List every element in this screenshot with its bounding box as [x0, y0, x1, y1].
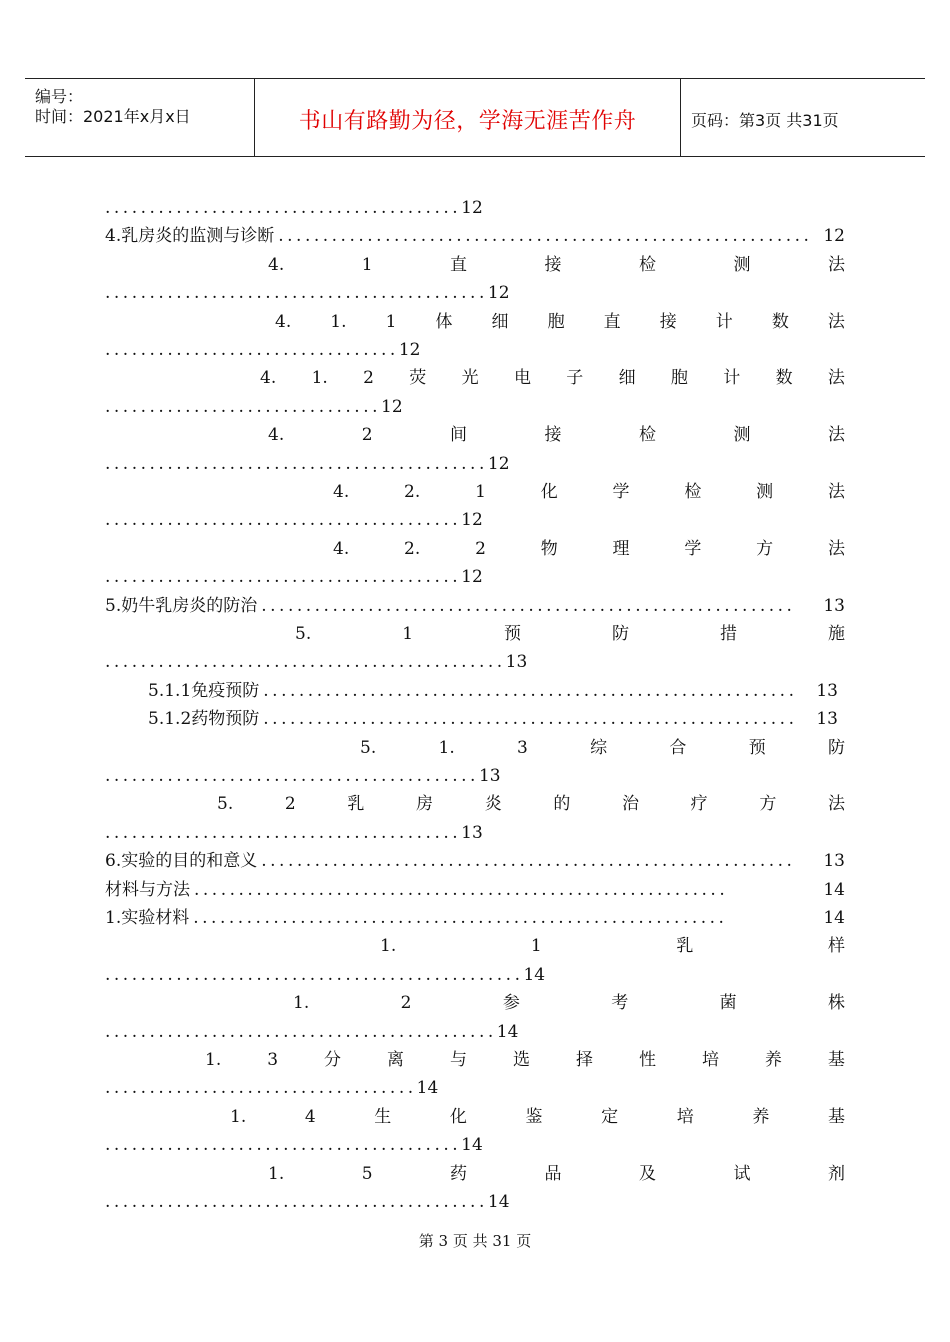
toc-entry-fragment: 培: [701, 1050, 719, 1070]
toc-page-number: 13: [816, 709, 838, 730]
toc-dot-leader: ............................................................: [278, 226, 813, 247]
toc-entry-fragment: 计: [715, 311, 733, 332]
toc-page-number: 13: [823, 595, 845, 616]
toc-dot-leader: ............................................................: [194, 879, 729, 900]
toc-dot-leader: ........................................: [105, 1135, 462, 1156]
toc-entry-fragment: 化: [449, 1106, 467, 1127]
toc-entry-fragment: 3: [267, 1050, 279, 1070]
toc-entry-fragment: 直: [603, 311, 621, 332]
toc-page-number: 13: [816, 680, 838, 701]
toc-entry-fragment: 4.: [268, 425, 285, 446]
toc-line: [295, 621, 845, 647]
toc-entry-fragment: 接: [659, 311, 677, 332]
toc-entry-fragment: 物: [540, 538, 558, 559]
toc-page-number: 14: [416, 1078, 439, 1099]
toc-entry-fragment: 分: [324, 1050, 342, 1070]
toc-entry-title: 5.1.2药物预防: [148, 709, 260, 730]
toc-entry-fragment: 5.: [360, 737, 377, 758]
toc-entry-fragment: 测: [733, 425, 751, 446]
toc-entry-fragment: 1: [475, 482, 486, 502]
toc-dot-leader: ...........................................: [105, 283, 488, 304]
toc-line: [105, 507, 845, 533]
toc-page-number: 12: [487, 453, 510, 474]
toc-entry-fragment: 剂: [827, 1163, 845, 1184]
toc-entry-fragment: 1.: [205, 1050, 222, 1070]
toc-line: [260, 365, 845, 391]
toc-line: [105, 1132, 845, 1158]
toc-entry-fragment: 株: [827, 993, 845, 1014]
toc-line: [105, 905, 845, 931]
toc-line: [268, 422, 845, 448]
page-label: 页码：第3页 共31页: [691, 111, 839, 130]
toc-entry-fragment: 择: [575, 1050, 593, 1070]
toc-entry-title: 5.奶牛乳房炎的防治: [105, 595, 258, 616]
motto: 书山有路勤为径，学海无涯苦作舟: [298, 109, 637, 134]
toc-entry-fragment: 基: [827, 1050, 845, 1070]
toc-dot-leader: ............................................................: [193, 908, 728, 928]
toc-entry-title: 材料与方法: [105, 879, 190, 900]
toc-line: [380, 933, 845, 959]
toc-entry-fragment: 1.: [311, 368, 328, 389]
toc-line: [105, 820, 845, 846]
toc-dot-leader: ........................................: [105, 822, 462, 843]
toc-entry-fragment: 方: [759, 794, 777, 815]
toc-page-number: 13: [461, 822, 483, 843]
toc-dot-leader: ............................................................: [263, 709, 798, 730]
toc-entry-fragment: 鉴: [525, 1106, 543, 1127]
toc-page-number: 12: [487, 283, 510, 304]
toc-entry-title: 4.乳房炎的监测与诊断: [105, 226, 275, 247]
toc-entry-fragment: 接: [544, 254, 562, 275]
toc-entry-fragment: 样: [827, 936, 845, 957]
toc-entry-fragment: 检: [639, 425, 656, 446]
toc-line: [105, 564, 845, 590]
toc-entry-fragment: 数: [771, 311, 789, 332]
toc-entry-fragment: 测: [733, 254, 751, 275]
toc-entry-fragment: 1: [402, 624, 414, 644]
toc-entry-fragment: 直: [450, 254, 468, 275]
toc-dot-leader: ........................................: [105, 567, 462, 588]
toc-entry-fragment: 1: [361, 254, 373, 275]
toc-entry-fragment: 1.: [438, 737, 455, 758]
toc-line: [105, 649, 845, 675]
toc-entry-fragment: 法: [827, 425, 845, 446]
toc-dot-leader: .................................: [105, 340, 399, 360]
toc-page-number: 12: [461, 198, 483, 218]
toc-entry-title: 5.1.1免疫预防: [148, 680, 260, 701]
toc-line: [268, 252, 845, 278]
toc-line: [105, 593, 845, 619]
toc-page-number: 12: [381, 396, 403, 417]
toc-dot-leader: ............................................................: [261, 595, 796, 616]
toc-entry-fragment: 措: [720, 624, 737, 644]
toc-line: [105, 848, 845, 874]
toc-entry-fragment: 法: [827, 368, 845, 389]
toc-dot-leader: ...........................................: [105, 453, 488, 474]
toc-line: [105, 337, 845, 363]
toc-page-number: 14: [461, 1135, 483, 1156]
toc-entry-fragment: 1.: [380, 936, 397, 957]
toc-entry-fragment: 品: [544, 1163, 562, 1184]
toc-dot-leader: ...............................................: [105, 964, 524, 985]
toc-entry-fragment: 方: [756, 538, 774, 559]
toc-entry-fragment: 1: [385, 311, 397, 332]
toc-entry-fragment: 养: [752, 1106, 770, 1127]
toc-entry-fragment: 选: [512, 1050, 530, 1070]
toc-entry-fragment: 2.: [404, 482, 421, 502]
toc-page-number: 12: [461, 510, 483, 531]
toc-entry-fragment: 基: [827, 1106, 845, 1127]
toc-page-number: 13: [823, 851, 845, 872]
toc-entry-fragment: 炎: [484, 794, 502, 815]
toc-dot-leader: ........................................: [105, 510, 462, 531]
toc-entry-fragment: 综: [590, 737, 608, 758]
toc-dot-leader: ..........................................: [105, 766, 479, 786]
toc-entry-fragment: 法: [827, 794, 845, 815]
toc-entry-fragment: 1.: [330, 311, 347, 332]
toc-entry-fragment: 乳: [676, 936, 694, 957]
toc-entry-fragment: 及: [639, 1163, 656, 1184]
toc-entry-fragment: 防: [612, 624, 630, 644]
toc-entry-fragment: 光: [461, 368, 479, 389]
toc-entry-fragment: 房: [416, 794, 434, 815]
toc-entry-fragment: 细: [618, 368, 636, 389]
toc-entry-fragment: 2: [363, 368, 374, 389]
toc-entry-fragment: 性: [638, 1050, 656, 1070]
toc-entry-fragment: 化: [540, 482, 558, 502]
page-footer: 第 3 页 共 31 页: [418, 1232, 532, 1250]
toc-line: [105, 1075, 845, 1101]
toc-entry-fragment: 检: [639, 254, 656, 275]
toc-entry-fragment: 1.: [268, 1163, 285, 1184]
toc-entry-fragment: 法: [827, 482, 845, 502]
toc-entry-fragment: 与: [450, 1050, 467, 1070]
toc-entry-fragment: 4.: [268, 254, 285, 275]
toc-entry-fragment: 数: [775, 368, 793, 389]
toc-entry-fragment: 5.: [217, 794, 234, 815]
toc-entry-fragment: 治: [622, 794, 639, 815]
toc-entry-title: 1.实验材料: [105, 908, 190, 928]
toc-entry-fragment: 3: [517, 737, 528, 758]
toc-entry-fragment: 合: [669, 737, 687, 758]
toc-line: [205, 1047, 845, 1073]
toc-line: [230, 1104, 845, 1130]
toc-entry-fragment: 检: [684, 482, 702, 502]
time-label: 时间：2021年x月x日: [35, 107, 191, 126]
toc-entry-fragment: 2: [361, 425, 373, 446]
toc-entry-fragment: 4.: [275, 311, 292, 332]
toc-entry-fragment: 间: [450, 425, 468, 446]
toc-entry-fragment: 施: [827, 624, 845, 644]
toc-entry-fragment: 预: [748, 737, 766, 758]
toc-entry-fragment: 4: [304, 1106, 316, 1127]
toc-line: [148, 706, 838, 732]
toc-dot-leader: ...............................: [105, 396, 382, 417]
toc-entry-fragment: 胞: [547, 311, 565, 332]
toc-entry-fragment: 试: [733, 1163, 751, 1184]
toc-page-number: 12: [461, 567, 483, 588]
toc-dot-leader: ...................................: [105, 1078, 417, 1099]
toc-dot-leader: ............................................................: [263, 680, 798, 701]
toc-dot-leader: ........................................: [105, 198, 462, 218]
toc-entry-fragment: 4.: [260, 368, 277, 389]
toc-entry-fragment: 体: [435, 311, 453, 332]
toc-entry-fragment: 的: [553, 794, 571, 815]
toc-entry-fragment: 考: [611, 993, 629, 1014]
toc-entry-fragment: 接: [544, 425, 562, 446]
toc-entry-fragment: 参: [502, 993, 520, 1014]
toc-line: [360, 735, 845, 761]
toc-entry-fragment: 1.: [230, 1106, 247, 1127]
toc-entry-fragment: 计: [723, 368, 741, 389]
toc-line: [333, 536, 845, 562]
toc-page-number: 14: [823, 879, 845, 900]
toc-line: [105, 877, 845, 903]
toc-entry-fragment: 菌: [719, 993, 737, 1014]
toc-entry-fragment: 预: [504, 624, 522, 644]
toc-dot-leader: ............................................................: [261, 851, 796, 872]
toc-page-number: 12: [398, 340, 421, 360]
toc-entry-fragment: 胞: [670, 368, 688, 389]
toc-page-number: 14: [487, 1192, 510, 1212]
toc-line: [105, 451, 845, 477]
toc-entry-fragment: 2.: [404, 538, 421, 559]
toc-line: [293, 990, 845, 1016]
toc-entry-fragment: 4.: [333, 482, 350, 502]
toc-line: [105, 962, 845, 988]
toc-entry-fragment: 防: [827, 737, 845, 758]
toc-dot-leader: ............................................: [105, 1021, 497, 1042]
toc-line: [105, 763, 845, 789]
toc-dot-leader: .............................................: [105, 652, 506, 673]
toc-page-number: 13: [478, 766, 501, 786]
toc-entry-fragment: 1.: [293, 993, 310, 1014]
toc-page-number: 14: [523, 964, 546, 985]
toc-entry-fragment: 荧: [409, 368, 427, 389]
toc-entry-fragment: 2: [400, 993, 412, 1014]
toc-entry-fragment: 培: [676, 1106, 694, 1127]
toc-entry-fragment: 4.: [333, 538, 350, 559]
toc-entry-fragment: 乳: [347, 794, 365, 815]
toc-page-number: 14: [496, 1021, 519, 1042]
toc-entry-fragment: 5: [361, 1163, 373, 1184]
toc-entry-fragment: 生: [374, 1106, 392, 1127]
toc-entry-fragment: 理: [612, 538, 630, 559]
toc-entry-fragment: 离: [387, 1050, 405, 1070]
number-label: 编号：: [35, 87, 84, 106]
toc-line: [105, 195, 845, 221]
toc-entry-fragment: 法: [827, 311, 845, 332]
toc-entry-fragment: 养: [764, 1050, 782, 1070]
toc-line: [148, 678, 838, 704]
toc-entry-fragment: 药: [450, 1163, 468, 1184]
toc-entry-fragment: 法: [827, 254, 845, 275]
toc-line: [333, 479, 845, 505]
toc-line: [105, 223, 845, 249]
toc-entry-fragment: 法: [827, 538, 845, 559]
toc-page-number: 14: [823, 908, 845, 928]
toc-page-number: 13: [505, 652, 528, 673]
toc-entry-fragment: 2: [284, 794, 296, 815]
toc-page-number: 12: [823, 226, 845, 247]
toc-entry-fragment: 1: [530, 936, 542, 957]
toc-entry-fragment: 学: [612, 482, 630, 502]
toc-line: [105, 1189, 845, 1215]
toc-line: [217, 791, 845, 817]
toc-entry-fragment: 5.: [295, 624, 312, 644]
toc-entry-fragment: 测: [756, 482, 774, 502]
toc-line: [275, 309, 845, 335]
toc-entry-fragment: 细: [491, 311, 509, 332]
toc-entry-fragment: 电: [513, 368, 531, 389]
toc-line: [105, 394, 845, 420]
toc-entry-fragment: 子: [566, 368, 584, 389]
toc-entry-fragment: 学: [684, 538, 702, 559]
toc-dot-leader: ...........................................: [105, 1192, 488, 1212]
toc-entry-title: 6.实验的目的和意义: [105, 851, 258, 872]
toc-line: [105, 280, 845, 306]
toc-entry-fragment: 定: [601, 1106, 619, 1127]
toc-line: [105, 1019, 845, 1045]
toc-entry-fragment: 疗: [690, 794, 708, 815]
toc-line: [268, 1161, 845, 1187]
toc-entry-fragment: 2: [475, 538, 486, 559]
